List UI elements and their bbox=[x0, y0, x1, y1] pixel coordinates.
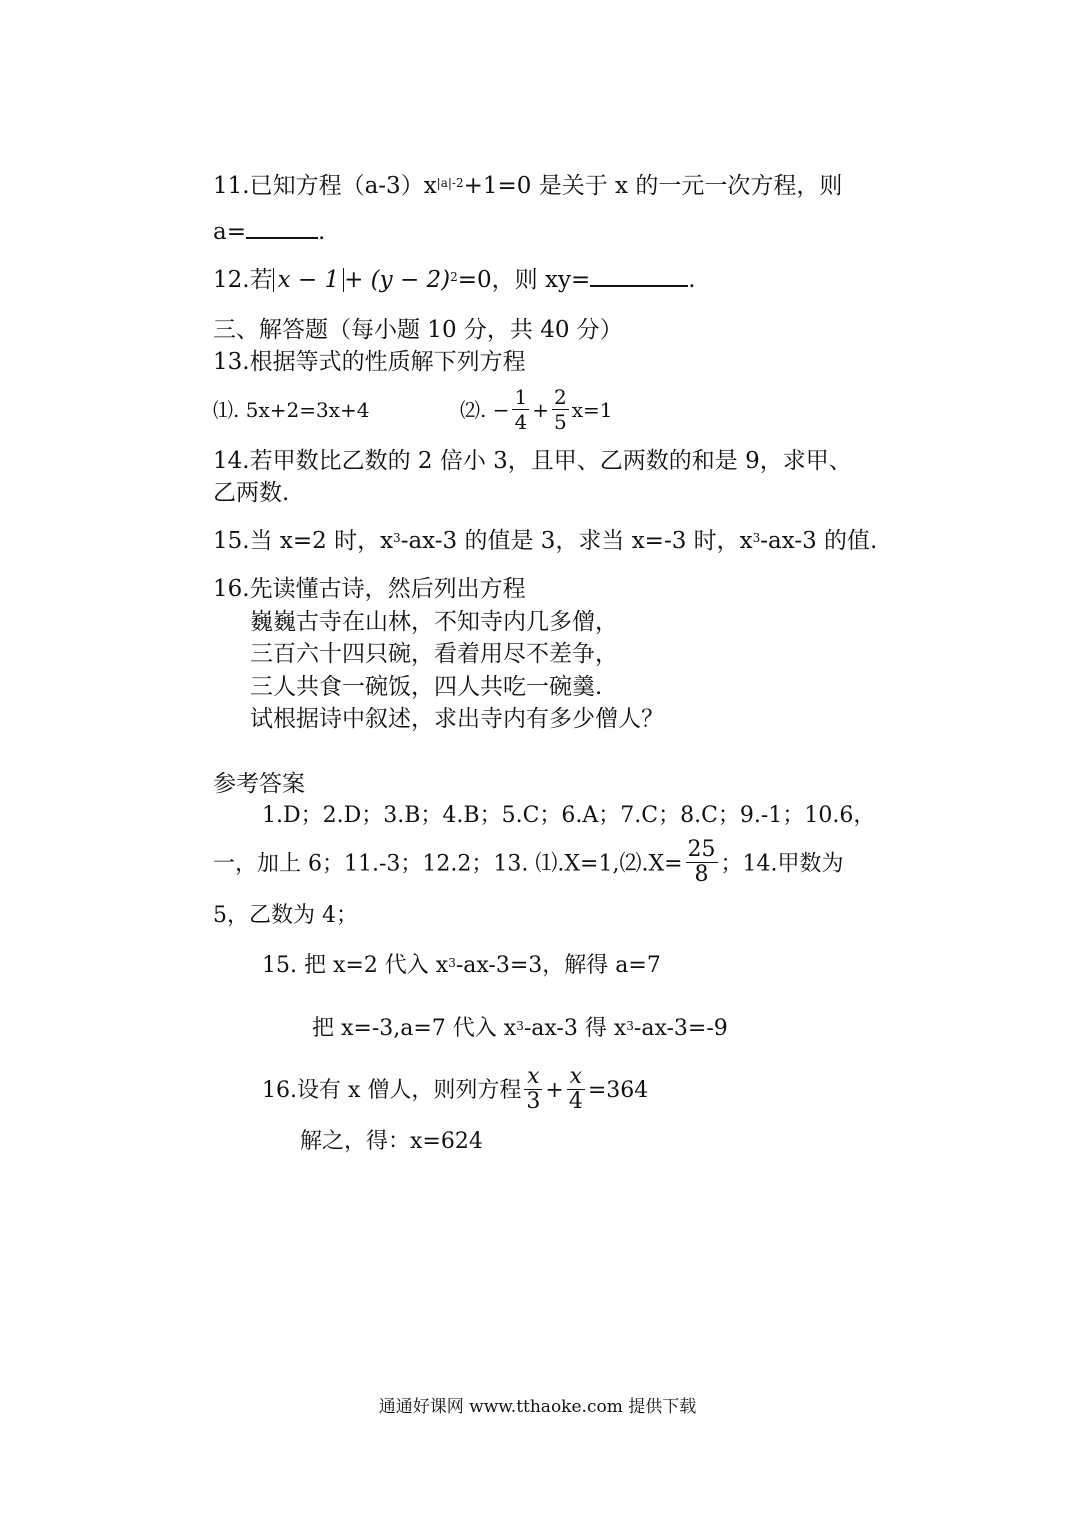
q11-line2 bbox=[213, 218, 325, 246]
answers-line1: 1.D；2.D；3.B；4.B；5.C；6.A；7.C；8.C；9.-1；10.6， bbox=[262, 803, 876, 828]
q15-line bbox=[213, 527, 877, 555]
a15-1-exp: 3 bbox=[448, 956, 456, 970]
q16-poem-line-4: 试根据诗中叙述，求出寺内有多少僧人？ bbox=[250, 706, 664, 732]
q14-line2: 乙两数. bbox=[213, 480, 290, 506]
q11-a-label: a= bbox=[213, 219, 246, 245]
q11-line1 bbox=[213, 172, 842, 200]
q16-poem-line-3: 三人共食一碗饭，四人共吃一碗羹. bbox=[250, 674, 603, 700]
q13-part2 bbox=[460, 386, 612, 436]
a15-2-exp2: 3 bbox=[626, 1019, 634, 1033]
q13-p2-post: x=1 bbox=[571, 398, 613, 422]
q15-exp-2: 3 bbox=[752, 531, 761, 545]
a16-fraction-2 bbox=[567, 1065, 585, 1114]
q15-text-c: -ax-3 的值. bbox=[760, 528, 878, 554]
answers-frac-den: 8 bbox=[694, 862, 709, 887]
q12-abs-expr: x − 1 bbox=[273, 268, 345, 292]
q16-poem-line-2: 三百六十四只碗，看着用尽不差争， bbox=[250, 641, 618, 667]
q11-answer-blank[interactable] bbox=[246, 219, 318, 239]
q12-answer-blank[interactable] bbox=[590, 267, 688, 287]
answer16-line1 bbox=[262, 1065, 648, 1117]
answers-line2 bbox=[213, 837, 844, 889]
q13-p2-pre: ⑵. − bbox=[460, 398, 510, 422]
a15-1-post: -ax-3=3，解得 a=7 bbox=[455, 953, 661, 978]
a16-post: =364 bbox=[587, 1078, 649, 1103]
q13-f2-den: 5 bbox=[553, 410, 567, 434]
section3-heading: 三、解答题（每小题 10 分，共 40 分） bbox=[213, 317, 623, 343]
q12-exponent: 2 bbox=[450, 270, 458, 284]
a16-fraction-1 bbox=[524, 1065, 542, 1114]
q13-f1-den: 4 bbox=[514, 410, 528, 434]
q13-f1-num: 1 bbox=[514, 385, 528, 409]
a16-f2-den: 4 bbox=[568, 1088, 583, 1114]
answers-line2-pre: 一，加上 6；11.-3；12.2；13. ⑴.X=1,⑵.X= bbox=[213, 851, 683, 877]
a15-2-post: -ax-3=-9 bbox=[633, 1016, 728, 1041]
answers-line3: 5，乙数为 4； bbox=[213, 903, 358, 928]
a15-1-pre: 15. 把 x=2 代入 x bbox=[262, 953, 449, 978]
q13-title: 13.根据等式的性质解下列方程 bbox=[213, 349, 526, 375]
q16-title: 16.先读懂古诗，然后列出方程 bbox=[213, 576, 526, 602]
q15-exp-1: 3 bbox=[393, 531, 401, 545]
a15-2-mid: -ax-3 得 x bbox=[523, 1016, 627, 1041]
a15-2-exp1: 3 bbox=[516, 1019, 524, 1033]
a16-f1-num: x bbox=[524, 1065, 542, 1090]
a16-pre: 16.设有 x 僧人，则列方程 bbox=[262, 1078, 522, 1103]
answers-title: 参考答案 bbox=[213, 771, 305, 797]
q11-text-post: +1=0 是关于 x 的一元一次方程，则 bbox=[463, 173, 843, 199]
q12-square-expr: + (y − 2) bbox=[344, 267, 451, 293]
q13-fraction-1 bbox=[512, 385, 529, 434]
answer15-line2 bbox=[312, 1015, 728, 1043]
q13-f2-num: 2 bbox=[553, 385, 567, 409]
q16-poem-line-1: 巍巍古寺在山林，不知寺内几多僧， bbox=[250, 609, 618, 635]
a15-2-pre: 把 x=-3,a=7 代入 x bbox=[312, 1016, 517, 1041]
q12-text-post: =0，则 xy= bbox=[457, 267, 591, 293]
q11-text-pre: 11.已知方程（a-3）x bbox=[213, 173, 437, 199]
a16-plus: + bbox=[545, 1078, 564, 1103]
a16-f2-num: x bbox=[567, 1065, 585, 1090]
q14-line1: 14.若甲数比乙数的 2 倍小 3，且甲、乙两数的和是 9，求甲、 bbox=[213, 448, 852, 474]
q11-end: . bbox=[317, 219, 326, 245]
answer16-line2: 解之，得：x=624 bbox=[300, 1129, 483, 1154]
q11-exponent: |a|-2 bbox=[436, 176, 464, 190]
q13-part1: ⑴. 5x+2=3x+4 bbox=[213, 398, 370, 422]
answer15-line1 bbox=[262, 952, 661, 980]
page-footer: 通通好课网 www.tthaoke.com 提供下载 bbox=[378, 1397, 697, 1417]
a16-f1-den: 3 bbox=[526, 1088, 541, 1114]
q12-end: . bbox=[688, 267, 696, 293]
q13-fraction-2 bbox=[552, 385, 569, 434]
answers-fraction bbox=[686, 838, 718, 887]
q12-text-pre: 12.若 bbox=[213, 267, 273, 293]
q13-plus: + bbox=[532, 398, 549, 422]
q12-line bbox=[213, 266, 696, 294]
answers-frac-num: 25 bbox=[687, 837, 716, 862]
q15-text-a: 15.当 x=2 时，x bbox=[213, 528, 394, 554]
answers-line2-post: ；14.甲数为 bbox=[720, 851, 844, 877]
q15-text-b: -ax-3 的值是 3，求当 x=-3 时，x bbox=[400, 528, 753, 554]
